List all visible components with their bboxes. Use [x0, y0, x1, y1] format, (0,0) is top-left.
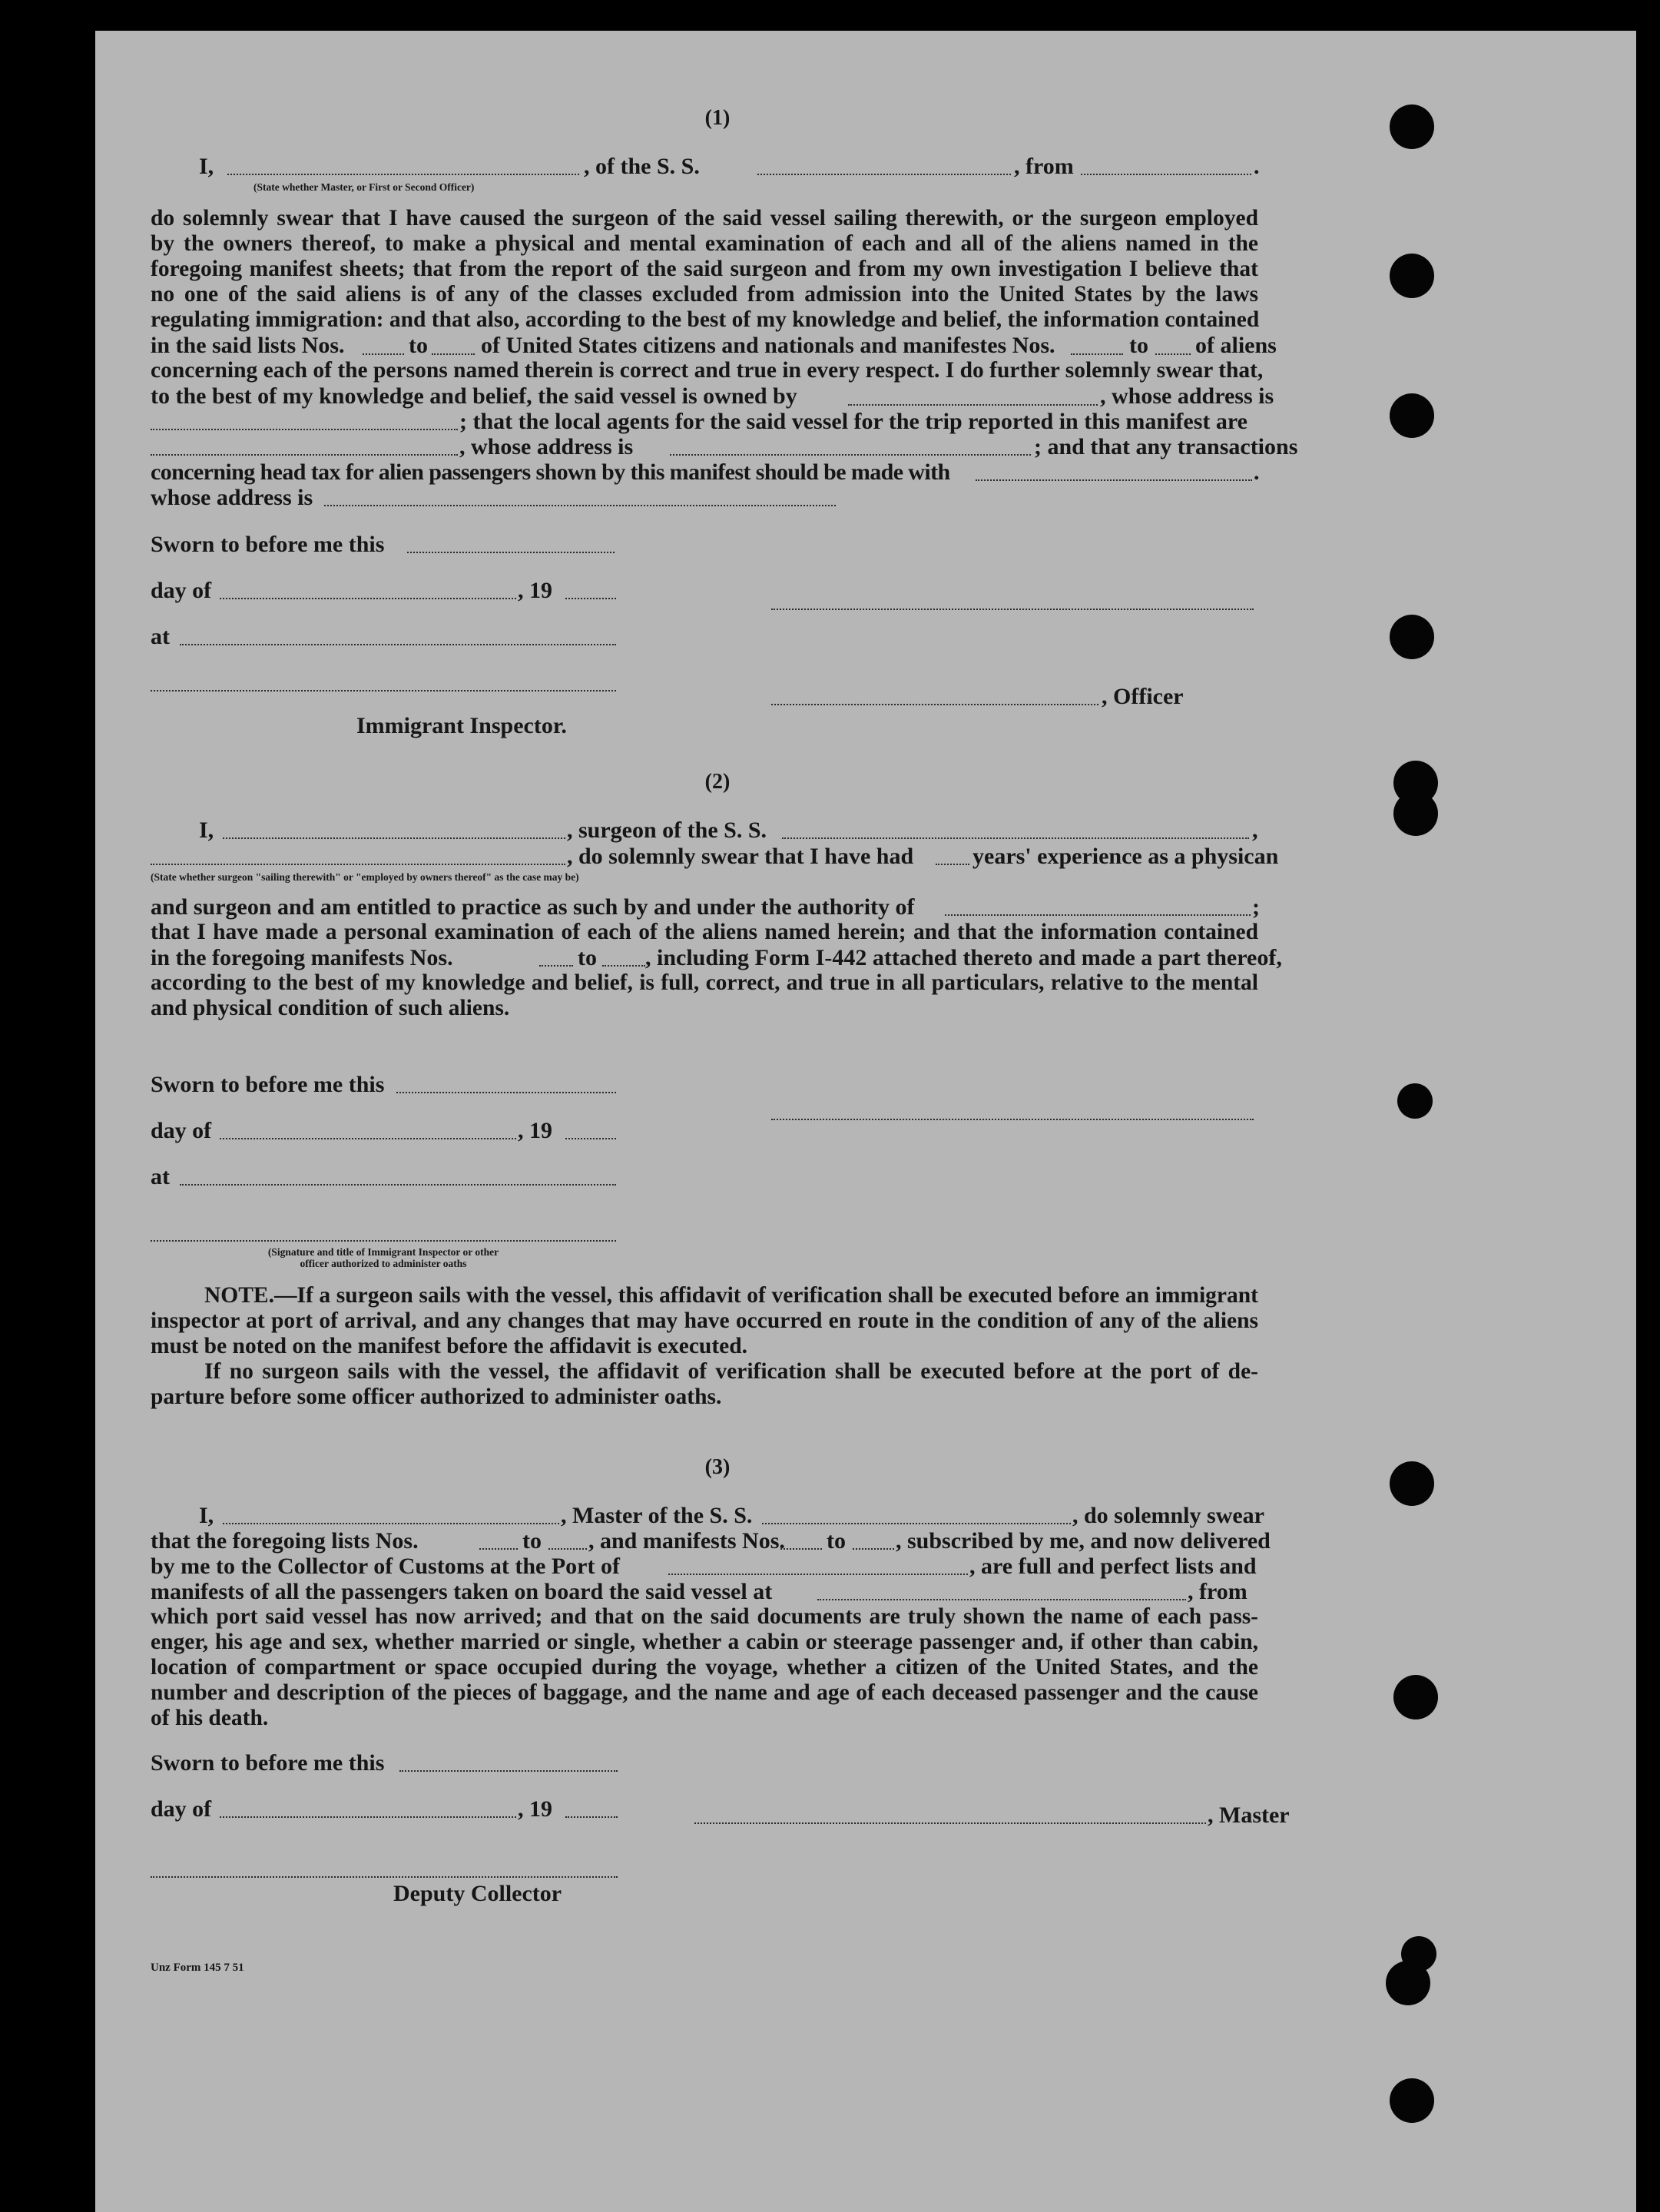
blank-line[interactable]: [668, 1574, 968, 1575]
blank-line[interactable]: [151, 454, 458, 456]
blank-line[interactable]: [853, 1548, 894, 1550]
inspector-label: Immigrant Inspector.: [356, 713, 567, 738]
signature-line[interactable]: [771, 704, 1098, 705]
to-label: to: [1129, 333, 1148, 358]
punch-hole: [1397, 1083, 1433, 1119]
blank-line[interactable]: [227, 174, 579, 175]
manifests-label: , and manifests Nos.: [588, 1528, 785, 1554]
owned-label: to the best of my knowledge and belief, the said vessel is owned by: [151, 383, 797, 409]
signature-line[interactable]: [771, 609, 1254, 610]
agents-label: ; that the local agents for the said vessel for the trip reported in this manifest are: [459, 409, 1247, 434]
swear-label: , do solemnly swear: [1072, 1503, 1264, 1528]
punch-hole: [1390, 254, 1434, 298]
blank-line[interactable]: [817, 1599, 1186, 1600]
paragraph-line: which port said vessel has now arrived; and that on the said documents are truly shown the name of each pass-: [151, 1604, 1258, 1629]
punch-hole: [1393, 791, 1438, 836]
blank-line[interactable]: [976, 479, 1252, 481]
blank-line[interactable]: [936, 864, 969, 865]
blank-line[interactable]: [1155, 353, 1191, 355]
blank-line[interactable]: [782, 837, 1249, 839]
blank-line[interactable]: [220, 598, 516, 599]
note-master: (State whether Master, or First or Second Officer): [253, 181, 475, 193]
citizens-label: of United States citizens and nationals and manifestes Nos.: [481, 333, 1055, 358]
punch-hole: [1393, 1675, 1438, 1720]
port-label: by me to the Collector of Customs at the Port of: [151, 1554, 620, 1579]
signature-line[interactable]: [694, 1822, 1206, 1824]
to-label: to: [578, 945, 597, 970]
section-number: (1): [704, 106, 731, 130]
to-label: to: [827, 1528, 846, 1554]
to-label: to: [409, 333, 428, 358]
experience-label: years' experience as a physican: [972, 844, 1279, 869]
whose-address: , whose address is: [459, 434, 634, 459]
form-number: Unz Form 145 7 51: [151, 1962, 244, 1974]
blank-line[interactable]: [220, 1138, 516, 1139]
blank-line[interactable]: [945, 914, 1251, 916]
note2-paragraph: [151, 1359, 1258, 1410]
sworn-label: Sworn to before me this: [151, 1750, 385, 1776]
master-label: , Master of the S. S.: [561, 1503, 753, 1528]
blank-line[interactable]: [565, 598, 616, 599]
paragraph-line: number and description of the pieces of baggage, and the name and age of each deceased passenger and the cause: [151, 1680, 1258, 1705]
paragraph-line: by the owners thereof, to make a physical and mental examination of each and all of the aliens named in the: [151, 231, 1258, 256]
at-label: at: [151, 1164, 170, 1189]
paragraph-line: If no surgeon sails with the vessel, the affidavit of verification shall be executed before at the port of de-: [204, 1359, 1258, 1384]
paragraph-line: and physical condition of such aliens.: [151, 996, 510, 1020]
blank-line[interactable]: [223, 837, 565, 839]
paragraph-line: concerning each of the persons named therein is correct and true in every respect. I do further solemnly swear that,: [151, 358, 1264, 383]
paragraph-line: enger, his age and sex, whether married or single, whether a cabin or steerage passenger and, if other than cabin,: [151, 1630, 1258, 1654]
paragraph-line: that I have made a personal examination of each of the aliens named herein; and that the information contained: [151, 920, 1258, 944]
punch-hole: [1390, 1461, 1434, 1506]
day-of-label: day of: [151, 578, 212, 603]
paragraph-line: location of compartment or space occupied during the voyage, whether a citizen of the United States, and the: [151, 1655, 1258, 1680]
blank-line[interactable]: [1081, 174, 1251, 175]
paragraph-line: no one of the said aliens is of any of the classes excluded from admission into the United States by the laws: [151, 282, 1258, 307]
blank-line[interactable]: [757, 174, 1011, 175]
punch-hole: [1386, 1961, 1430, 2005]
blank-line[interactable]: [223, 1523, 559, 1524]
blank-line[interactable]: [670, 454, 1031, 456]
concerning-line: [151, 358, 1264, 383]
paragraph-line: parture before some officer authorized to administer oaths.: [151, 1385, 722, 1409]
note-paragraph: [151, 1283, 1258, 1359]
line-end: ;: [1252, 894, 1260, 920]
blank-line[interactable]: [220, 1816, 516, 1818]
blank-line[interactable]: [324, 505, 836, 506]
form-i442-label: , including Form I-442 attached thereto and made a part thereof,: [645, 945, 1282, 970]
oath-i: I,: [199, 1503, 214, 1528]
examination-line: [151, 920, 1258, 945]
paragraph-line: inspector at port of arrival, and any changes that may have occurred en route in the condition of any of the aliens: [151, 1308, 1258, 1333]
surgeon-label: , surgeon of the S. S.: [567, 817, 767, 843]
blank-line[interactable]: [780, 1548, 822, 1550]
arrived-paragraph: [151, 1604, 1258, 1731]
manifests-label: in the foregoing manifests Nos.: [151, 945, 453, 970]
delivered-label: , subscribed by me, and now delivered: [896, 1528, 1271, 1554]
paragraph-line: do solemnly swear that I have caused the surgeon of the said vessel sailing therewith, or the surgeon employed: [151, 206, 1258, 230]
blank-line[interactable]: [407, 552, 615, 553]
punch-hole: [1390, 393, 1434, 438]
lists-label: in the said lists Nos.: [151, 333, 345, 358]
blank-line[interactable]: [479, 1548, 518, 1550]
punch-hole: [1390, 615, 1434, 659]
oath-i: I,: [199, 154, 214, 179]
officer-label: , Officer: [1102, 684, 1184, 709]
blank-line[interactable]: [565, 1138, 616, 1139]
line-end: ,: [1252, 817, 1258, 843]
blank-line[interactable]: [151, 429, 458, 430]
blank-line[interactable]: [1071, 353, 1123, 355]
transactions-label: ; and that any transactions: [1034, 434, 1298, 459]
signature-line[interactable]: [151, 690, 616, 691]
manifests-board-label: manifests of all the passengers taken on board the said vessel at: [151, 1579, 773, 1604]
nineteen-label: , 19: [518, 1118, 552, 1143]
oath-paragraph: [151, 206, 1258, 333]
blank-line[interactable]: [396, 1092, 616, 1093]
from-label: , from: [1014, 154, 1074, 179]
signature-note: [210, 1246, 556, 1269]
blank-line[interactable]: [602, 965, 645, 967]
note-surgeon: (State whether surgeon "sailing therewith" or "employed by owners thereof" as the case may be): [151, 871, 579, 883]
sworn-label: Sworn to before me this: [151, 532, 385, 557]
nineteen-label: , 19: [518, 578, 552, 603]
swear-label: , do solemnly swear that I have had: [567, 844, 914, 869]
day-of-label: day of: [151, 1118, 212, 1143]
paragraph-line: foregoing manifest sheets; that from the report of the said surgeon and from my own investigation I believe that: [151, 257, 1258, 281]
blank-line[interactable]: [548, 1548, 587, 1550]
blank-line[interactable]: [180, 1184, 616, 1186]
form-page: [95, 31, 1636, 2212]
paragraph-line: NOTE.—If a surgeon sails with the vessel, this affidavit of verification shall be executed before an immigrant: [204, 1283, 1258, 1308]
master-signature-label: , Master: [1208, 1802, 1290, 1828]
section-number: (3): [704, 1455, 731, 1479]
paragraph-line: must be noted on the manifest before the affidavit is executed.: [151, 1334, 748, 1358]
line-end: .: [1254, 154, 1260, 179]
paragraph-line: of his death.: [151, 1706, 269, 1730]
blank-line[interactable]: [151, 864, 565, 865]
of-the-ss: , of the S. S.: [584, 154, 700, 179]
blank-line[interactable]: [565, 1816, 618, 1818]
paragraph-line: according to the best of my knowledge and belief, is full, correct, and true in all particulars, relative to the mental: [151, 970, 1258, 995]
whose-address: , whose address is: [1100, 383, 1274, 409]
blank-line[interactable]: [363, 353, 404, 355]
authority-label: and surgeon and am entitled to practice as such by and under the authority of: [151, 894, 915, 920]
signature-line[interactable]: [771, 1119, 1254, 1120]
blank-line[interactable]: [432, 353, 475, 355]
deputy-collector-label: Deputy Collector: [393, 1881, 562, 1906]
at-label: at: [151, 624, 170, 649]
nineteen-label: , 19: [518, 1796, 552, 1822]
address-label: whose address is: [151, 485, 313, 510]
sworn-label: Sworn to before me this: [151, 1072, 385, 1097]
signature-line[interactable]: [151, 1876, 618, 1878]
signature-note-line: (Signature and title of Immigrant Inspector or other: [267, 1246, 499, 1258]
punch-hole: [1390, 2078, 1434, 2123]
line-end: .: [1254, 459, 1260, 485]
day-of-label: day of: [151, 1796, 212, 1822]
section-number: (2): [704, 770, 731, 794]
punch-hole: [1390, 104, 1434, 149]
according-paragraph: [151, 970, 1258, 1021]
to-label: to: [522, 1528, 542, 1554]
paragraph-line: regulating immigration: and that also, according to the best of my knowledge and belief, the information contained: [151, 307, 1260, 332]
blank-line[interactable]: [762, 1523, 1071, 1524]
blank-line[interactable]: [848, 404, 1098, 406]
lists-label: that the foregoing lists Nos.: [151, 1528, 419, 1554]
blank-line[interactable]: [180, 644, 616, 645]
from-label: , from: [1188, 1579, 1247, 1604]
blank-line[interactable]: [399, 1770, 618, 1772]
lists-perfect-label: , are full and perfect lists and: [969, 1554, 1257, 1579]
blank-line[interactable]: [539, 965, 573, 967]
headtax-label: concerning head tax for alien passengers shown by this manifest should be made with: [151, 459, 950, 485]
oath-i: I,: [199, 817, 214, 843]
signature-line[interactable]: [151, 1240, 616, 1242]
signature-note-line: officer authorized to administer oaths: [300, 1258, 467, 1269]
aliens-label: of aliens: [1195, 333, 1277, 358]
